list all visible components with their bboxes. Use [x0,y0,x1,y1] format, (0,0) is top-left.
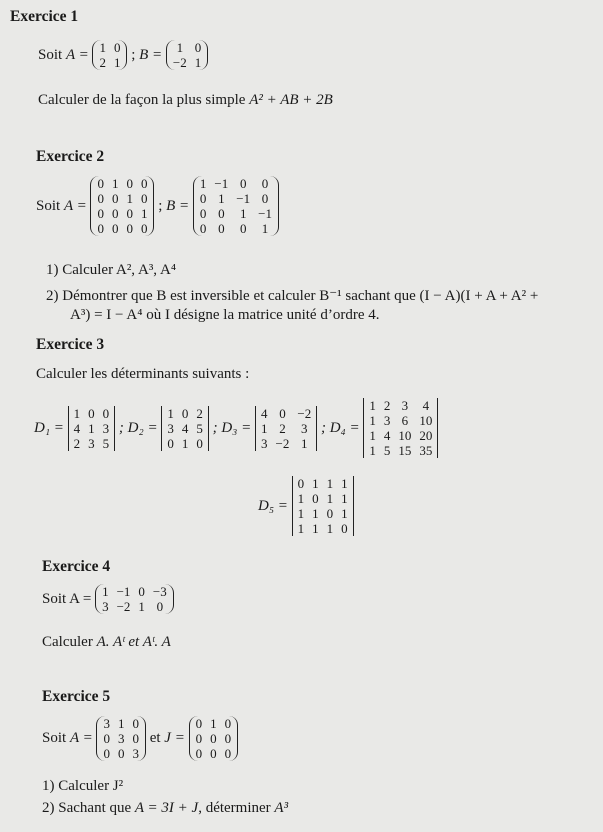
ex3-title: Exercice 3 [36,336,105,353]
matrix-cell: 4 [422,398,430,413]
matrix-row [196,206,276,221]
matrix-cell: 0 [113,40,121,55]
matrix-cell: 2 [196,405,203,421]
ex5-q2-number: 2) [42,800,55,816]
matrix-cell: 35 [419,443,433,458]
matrix-cell: 1 [326,521,334,536]
matrix-row [99,731,143,746]
ex2-q1-number: 1) [46,262,59,278]
matrix-row [95,55,124,70]
ex5-q2-text-a: Sachant que [58,800,132,816]
matrix-row [169,40,205,55]
matrix-cell: 0 [102,405,110,421]
matrix-cell: 1 [102,584,109,599]
matrix-table [257,406,315,451]
ex4-soit: Soit A = [42,590,92,607]
matrix-cell: 0 [126,221,133,236]
matrix-cell: 3 [383,413,391,428]
matrix-row [257,436,315,451]
matrix-cell: 2 [73,435,81,451]
matrix-row [163,406,207,421]
matrix-cell: 0 [261,176,269,191]
matrix-cell: −1 [214,176,229,191]
matrix-table [169,40,205,70]
matrix-cell: 2 [99,55,106,70]
ex2-q2-line1: Démontrer que B est inversible et calculer B⁻¹ sachant que (I − A)(I + A + A² + [62,288,539,304]
ex3-d3-label: ; D₃ = [212,419,252,436]
matrix-cell: 0 [210,746,217,761]
ex4-title: Exercice 4 [42,558,111,575]
matrix-cell: 1 [297,521,305,536]
matrix-cell: 1 [239,206,247,221]
matrix-cell: 0 [194,40,202,55]
matrix-cell: 0 [199,221,207,236]
matrix-row [257,421,315,436]
ex2-question-1 [46,262,176,279]
ex5-q1-text: Calculer J² [58,778,124,794]
matrix-row [169,55,205,70]
matrix-row [196,221,276,236]
matrix-cell: 0 [132,716,139,731]
matrix-cell: 20 [419,428,433,443]
matrix-cell: 0 [181,405,189,421]
matrix-cell: 0 [195,746,203,761]
ex1-title: Exercice 1 [10,8,79,25]
ex5-q2-target: A³ [274,800,289,816]
matrix-cell: 0 [279,405,286,421]
matrix-cell: 1 [88,420,95,436]
ex5-matrix-a [96,716,146,761]
matrix-cell: 1 [312,521,319,536]
ex5-title: Exercice 5 [42,688,111,705]
matrix-row [196,176,276,191]
matrix-cell: 0 [341,521,348,536]
matrix-cell: 1 [261,221,269,236]
ex3-determinants-row [34,398,438,458]
matrix-cell: 10 [419,413,433,428]
ex2-title: Exercice 2 [36,148,105,165]
matrix-cell: 4 [383,428,391,443]
matrix-cell: −1 [116,584,131,599]
matrix-cell: 1 [369,443,376,458]
ex5-question-1 [42,778,123,795]
matrix-table [196,176,276,236]
matrix-row [365,398,436,413]
ex5-q2-expression: A = 3I + J [134,800,199,816]
ex5-a-label: A = [69,730,93,746]
matrix-cell: 3 [88,435,95,451]
matrix-row [257,406,315,421]
matrix-row [365,428,436,443]
matrix-cell: 1 [210,716,217,731]
ex5-j-label: J = [164,730,185,746]
matrix-cell: 1 [369,413,376,428]
matrix-table [163,406,207,451]
ex4-expression: A. Aᵗ et Aᵗ. A [96,634,171,650]
matrix-cell: 0 [126,176,133,191]
ex3-det-d5 [292,476,354,536]
matrix-cell: 1 [369,398,376,413]
matrix-cell: 0 [210,731,217,746]
matrix-cell: 0 [224,731,232,746]
matrix-cell: 0 [224,716,232,731]
ex1-soit: Soit [38,46,63,63]
matrix-row [294,521,352,536]
matrix-cell: 1 [138,599,145,614]
matrix-cell: 0 [196,435,203,451]
ex1-instruction [38,92,333,109]
matrix-row [192,731,236,746]
matrix-cell: 3 [132,746,139,761]
matrix-cell: 6 [401,413,409,428]
matrix-cell: 0 [195,731,203,746]
matrix-table [365,398,436,458]
matrix-cell: 0 [218,221,225,236]
ex5-matrix-j [189,716,239,761]
matrix-cell: 4 [73,420,81,436]
matrix-row [163,436,207,451]
ex2-a-label: A = [63,197,87,214]
matrix-cell: 1 [312,506,319,521]
matrix-cell: 2 [279,420,286,436]
matrix-cell: 0 [140,191,148,206]
matrix-cell: −3 [152,584,167,599]
matrix-cell: 1 [140,206,148,221]
matrix-row [95,40,124,55]
matrix-cell: −2 [297,405,312,421]
ex4-instruction-text: Calculer [42,634,93,650]
matrix-table [99,716,143,761]
matrix-row [196,191,276,206]
matrix-cell: 0 [156,599,164,614]
matrix-table [98,584,171,614]
matrix-cell: 1 [199,176,207,191]
ex2-matrix-b [193,176,279,236]
matrix-row [365,413,436,428]
matrix-cell: 1 [126,191,133,206]
matrix-cell: 1 [341,506,348,521]
matrix-row [294,476,352,491]
matrix-cell: 1 [297,506,305,521]
matrix-cell: 1 [341,491,348,506]
matrix-cell: 0 [138,584,145,599]
matrix-cell: 3 [401,398,409,413]
matrix-cell: 1 [341,476,348,491]
matrix-cell: 3 [103,716,110,731]
ex3-d5-label: D₅ = [258,497,288,514]
ex3-d1-label: D₁ = [34,419,64,436]
matrix-table [93,176,151,236]
matrix-cell: 0 [97,221,104,236]
ex2-definition [36,176,279,236]
matrix-cell: 10 [398,428,412,443]
matrix-cell: 0 [297,476,305,491]
matrix-cell: 1 [297,491,305,506]
ex5-question-2 [42,800,288,817]
ex1-expression: A² + AB + 2B [249,92,333,108]
ex5-soit: Soit [42,730,67,746]
matrix-cell: 0 [312,491,319,506]
matrix-cell: 0 [239,176,247,191]
matrix-cell: 1 [326,491,334,506]
matrix-cell: 3 [102,599,109,614]
matrix-cell: 0 [326,506,334,521]
matrix-cell: 1 [117,716,125,731]
matrix-cell: −2 [275,435,290,451]
matrix-row [99,716,143,731]
ex3-det-d2 [161,406,209,451]
matrix-row [99,746,143,761]
matrix-row [192,746,236,761]
matrix-row [365,443,436,458]
matrix-cell: 3 [102,420,110,436]
matrix-row [98,599,171,614]
matrix-cell: 0 [140,221,148,236]
matrix-cell: 0 [103,746,110,761]
matrix-cell: 1 [167,405,174,421]
matrix-cell: 0 [97,176,104,191]
ex2-separator: ; [158,197,163,214]
ex1-definition [38,40,208,70]
ex5-definition [42,716,238,761]
ex3-d2-label: ; D₂ = [118,419,158,436]
matrix-cell: 1 [261,420,268,436]
matrix-cell: 0 [199,206,207,221]
ex3-det-d1 [68,406,116,451]
ex3-det-d3 [255,406,317,451]
matrix-cell: 0 [261,191,269,206]
matrix-table [70,406,114,451]
matrix-cell: 1 [113,55,121,70]
ex1-separator: ; [131,46,136,63]
matrix-row [163,421,207,436]
matrix-row [294,491,352,506]
matrix-row [98,584,171,599]
matrix-table [95,40,124,70]
matrix-row [93,206,151,221]
ex4-instruction [42,634,171,651]
matrix-cell: 3 [167,420,174,436]
ex1-a-label: A = [65,46,89,63]
matrix-cell: 5 [196,420,203,436]
matrix-cell: 0 [140,176,148,191]
matrix-cell: 1 [111,176,119,191]
ex5-q1-number: 1) [42,778,55,794]
matrix-cell: −1 [258,206,272,221]
ex1-matrix-b [166,40,208,70]
matrix-cell: 0 [218,206,225,221]
matrix-cell: 0 [239,221,247,236]
ex5-q2-text-b: , déterminer [198,800,271,816]
matrix-row [70,406,114,421]
matrix-row [70,436,114,451]
matrix-cell: 3 [301,420,308,436]
matrix-cell: −2 [116,599,131,614]
ex2-q1-text: Calculer A², A³, A⁴ [62,262,177,278]
matrix-cell: 0 [111,206,119,221]
matrix-row [70,421,114,436]
ex5-et: et [149,730,161,746]
ex2-q2-number: 2) [46,288,59,304]
matrix-cell: 3 [261,435,268,451]
matrix-row [294,506,352,521]
matrix-cell: 0 [88,405,95,421]
matrix-cell: 0 [199,191,207,206]
matrix-cell: 4 [261,405,268,421]
matrix-cell: 1 [73,405,81,421]
matrix-row [93,176,151,191]
matrix-cell: 3 [117,731,125,746]
matrix-cell: 5 [383,443,391,458]
matrix-cell: 15 [398,443,412,458]
matrix-cell: 0 [111,221,119,236]
matrix-cell: 0 [167,435,174,451]
ex1-instruction-text: Calculer de la façon la plus simple [38,92,246,108]
ex4-definition [42,584,174,614]
matrix-cell: 4 [181,420,189,436]
matrix-cell: 0 [132,731,139,746]
matrix-cell: 1 [369,428,376,443]
ex2-q2-line2: A³) = I − A⁴ où I désigne la matrice unité d’ordre 4. [70,307,380,323]
ex1-matrix-a [92,40,127,70]
matrix-cell: 1 [312,476,319,491]
matrix-cell: 1 [301,435,308,451]
ex2-soit: Soit [36,197,61,214]
matrix-cell: 0 [195,716,203,731]
ex3-instruction: Calculer les déterminants suivants : [36,366,250,382]
matrix-table [294,476,352,536]
matrix-cell: 1 [194,55,202,70]
ex3-determinant-d5 [258,476,354,536]
ex3-det-d4 [363,398,438,458]
matrix-table [192,716,236,761]
ex1-b-label: B = [139,46,163,63]
matrix-cell: 1 [326,476,334,491]
matrix-cell: 1 [99,40,106,55]
matrix-cell: 1 [218,191,225,206]
ex2-matrix-a [90,176,154,236]
matrix-cell: 0 [117,746,125,761]
ex2-b-label: B = [166,197,190,214]
ex2-question-2 [46,286,538,305]
ex3-d4-label: ; D₄ = [320,419,360,436]
matrix-row [93,221,151,236]
matrix-cell: 1 [181,435,189,451]
matrix-row [192,716,236,731]
matrix-cell: 2 [383,398,391,413]
matrix-cell: 0 [97,191,104,206]
matrix-cell: 1 [176,40,184,55]
matrix-cell: 0 [97,206,104,221]
matrix-cell: −1 [236,191,251,206]
matrix-cell: 0 [103,731,110,746]
matrix-cell: −2 [172,55,187,70]
matrix-cell: 0 [111,191,119,206]
matrix-cell: 5 [102,435,110,451]
ex4-matrix-a [95,584,174,614]
matrix-row [93,191,151,206]
matrix-cell: 0 [126,206,133,221]
matrix-cell: 0 [224,746,232,761]
